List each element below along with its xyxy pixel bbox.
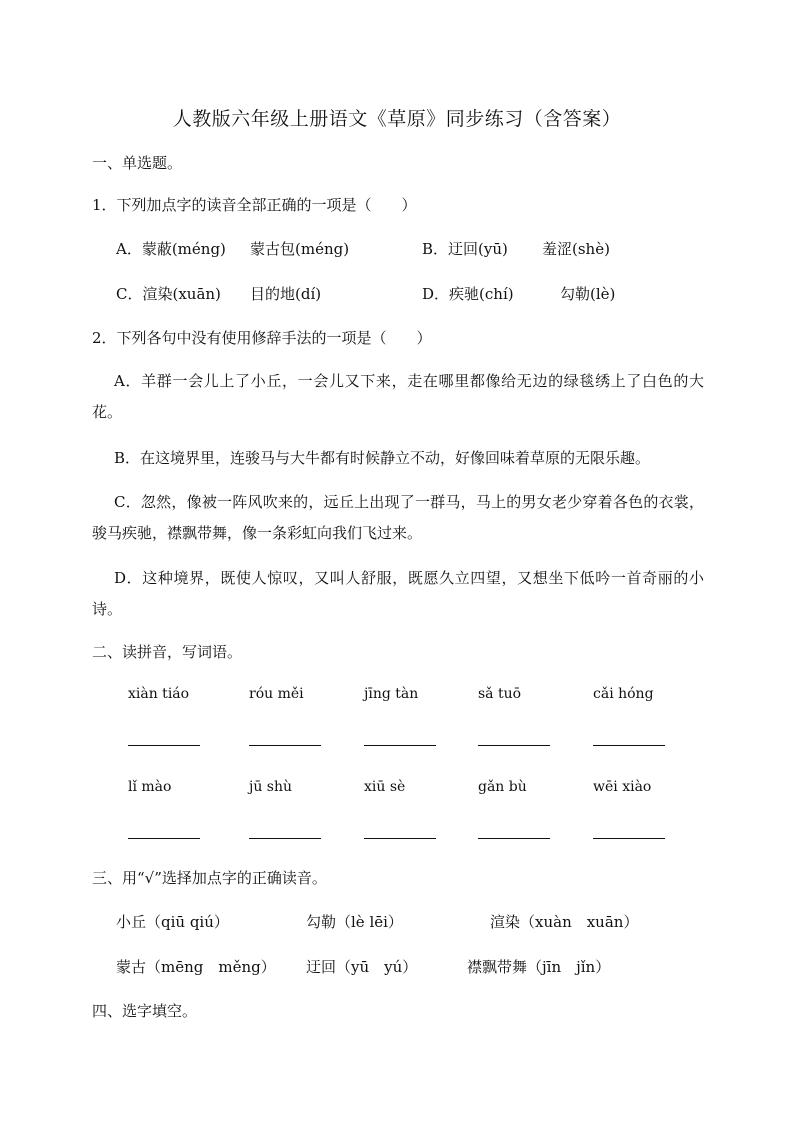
q1-option-b-1: B．迂回(yū) [422,240,508,258]
pronunciation-choice: 小丘（qiū qiú） [116,913,229,931]
q1-stem: 1．下列加点字的读音全部正确的一项是（ ） [92,196,417,214]
q2-option-d: D．这种境界，既使人惊叹，又叫人舒服，既愿久立四望，又想坐下低吟一首奇丽的小诗。 [92,569,704,618]
pinyin-item: xiàn tiáo [128,686,190,702]
pronunciation-choice: 勾勒（lè lēi） [306,913,403,931]
pinyin-item: lǐ mào [128,779,172,795]
section2-heading: 二、读拼音，写词语。 [92,643,243,661]
pronunciation-choice: 渲染（xuàn xuān） [490,913,639,931]
pinyin-item: wēi xiào [593,779,652,795]
q2-option-c: C．忽然，像被一阵风吹来的，远丘上出现了一群马，马上的男女老少穿着各色的衣裳，骏马疾驰，襟飘带舞，像一条彩虹向我们飞过来。 [92,493,704,542]
pinyin-item: sǎ tuō [478,686,522,702]
section1-heading: 一、单选题。 [92,154,183,172]
q2-option-a: A．羊群一会儿上了小丘，一会儿又下来，走在哪里都像给无边的绿毯绣上了白色的大花。 [92,372,704,421]
answer-blank[interactable] [593,838,665,839]
section3-heading: 三、用“√”选择加点字的正确读音。 [92,869,327,887]
answer-blank[interactable] [478,838,550,839]
answer-blank[interactable] [364,745,436,746]
q1-option-d-1: D．疾驰(chí) [422,285,514,303]
q1-option-c-2: 目的地(dí) [250,285,322,303]
q2-option-b: B．在这境界里，连骏马与大牛都有时候静立不动，好像回味着草原的无限乐趣。 [114,449,651,467]
pronunciation-choice: 襟飘带舞（jīn jǐn） [467,958,611,976]
q1-option-d-2: 勾勒(lè) [560,285,616,303]
page-title: 人教版六年级上册语文《草原》同步练习（含答案） [172,108,622,130]
pronunciation-choice: 蒙古（mēng měng） [116,958,276,976]
pinyin-item: xiū sè [364,779,406,795]
pronunciation-choice: 迂回（yū yú） [306,958,418,976]
pinyin-item: cǎi hóng [593,686,654,702]
answer-blank[interactable] [128,745,200,746]
answer-blank[interactable] [128,838,200,839]
pinyin-item: jū shù [249,779,293,795]
q1-option-c-1: C．渲染(xuān) [116,285,221,303]
pinyin-item: jīng tàn [364,686,419,702]
answer-blank[interactable] [249,838,321,839]
answer-blank[interactable] [249,745,321,746]
answer-blank[interactable] [364,838,436,839]
q1-option-a-1: A．蒙蔽(méng) [116,240,226,258]
q1-option-b-2: 羞涩(shè) [542,240,610,258]
answer-blank[interactable] [593,745,665,746]
pinyin-item: gǎn bù [478,779,527,795]
answer-blank[interactable] [478,745,550,746]
q2-stem: 2．下列各句中没有使用修辞手法的一项是（ ） [92,329,432,347]
section4-heading: 四、选字填空。 [92,1002,198,1020]
pinyin-item: róu měi [249,686,304,702]
q1-option-a-2: 蒙古包(méng) [250,240,350,258]
